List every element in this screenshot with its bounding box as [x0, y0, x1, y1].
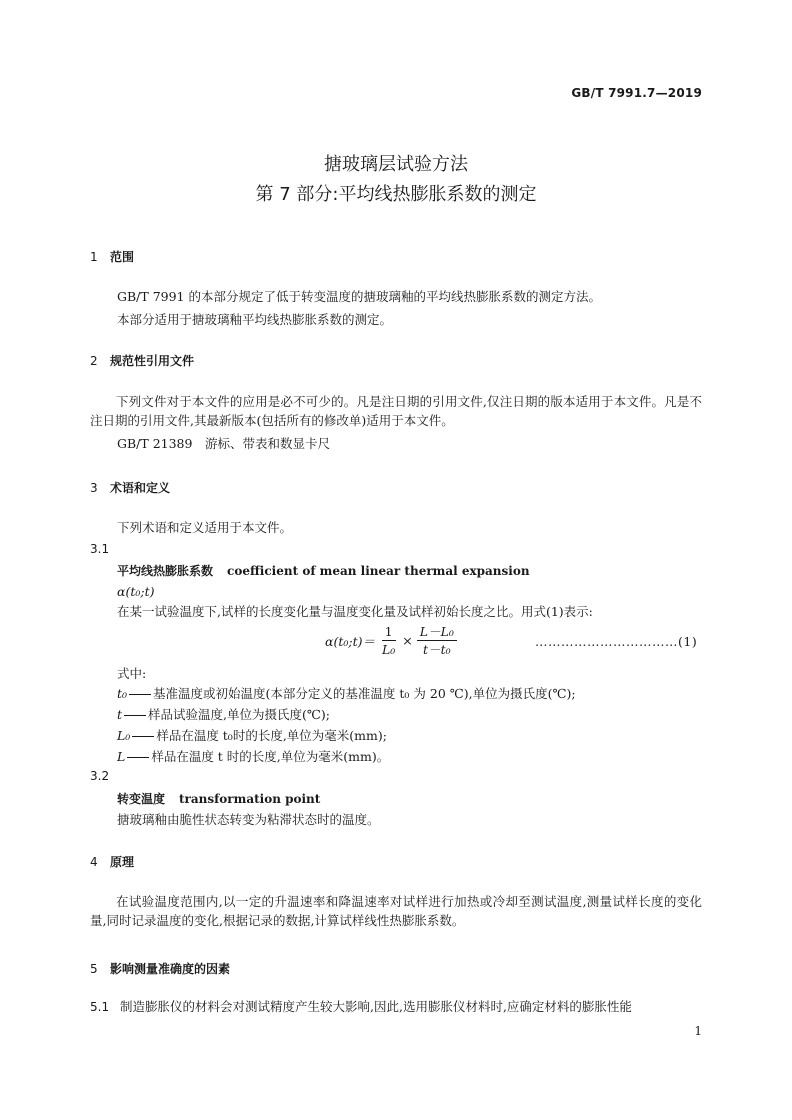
clause-number: 5.1 [90, 1000, 110, 1014]
dash [127, 757, 149, 758]
paragraph: 本部分适用于搪玻璃釉平均线热膨胀系数的测定。 [117, 312, 393, 327]
section-1-heading [90, 248, 134, 265]
clause-5-1 [90, 997, 632, 1017]
term-definition: 在某一试验温度下,试样的长度变化量与温度变化量及试样初始长度之比。用式(1)表示: [117, 604, 593, 619]
numerator: L－L₀ [417, 624, 457, 641]
section-title: 影响测量准确度的因素 [110, 962, 231, 976]
variable-description: 样品试验温度,单位为摄氏度(℃); [148, 707, 330, 722]
paragraph: 下列文件对于本文件的应用是必不可少的。凡是注日期的引用文件,仅注日期的版本适用于本文件。凡是不注日期的引用文件,其最新版本(包括所有的修改单)适用于本文件。 [90, 394, 702, 428]
variable-symbol: L₀ [117, 728, 131, 743]
normative-reference: GB/T 21389 游标、带表和数显卡尺 [117, 436, 330, 451]
section-3-heading [90, 479, 170, 496]
times-symbol: × [402, 633, 413, 648]
variable-symbol: t₀ [117, 686, 128, 701]
variable-description: 样品在温度 t 时的长度,单位为毫米(mm)。 [151, 749, 390, 764]
section-title: 范围 [110, 250, 135, 264]
variable-description: 样品在温度 t₀时的长度,单位为毫米(mm); [156, 728, 387, 743]
term-3-1 [117, 562, 530, 579]
section-number: 2 [90, 354, 98, 368]
formula-lhs: α(t₀;t)＝ [325, 633, 375, 649]
section-4-heading [90, 853, 134, 870]
variable-definition [117, 726, 387, 745]
denominator: t－t₀ [423, 642, 451, 657]
section-number: 4 [90, 855, 98, 869]
document-subtitle: 第 7 部分:平均线热膨胀系数的测定 [255, 184, 537, 205]
variable-symbol: L [117, 749, 126, 764]
dash [124, 715, 146, 716]
where-label: 式中: [117, 666, 147, 681]
equation-number: ……………………………(1) [535, 634, 698, 649]
paragraph: 下列术语和定义适用于本文件。 [117, 520, 293, 535]
section-number: 3 [90, 481, 98, 495]
denominator: L₀ [381, 642, 396, 657]
section-2-heading [90, 352, 194, 369]
variable-definition [117, 684, 576, 703]
term-en: coefficient of mean linear thermal expansion [227, 564, 530, 578]
section-title: 规范性引用文件 [110, 354, 195, 368]
term-en: transformation point [179, 792, 321, 806]
variable-definition [117, 747, 389, 766]
formula-1 [325, 624, 461, 657]
clause-3-1-number: 3.1 [90, 542, 110, 556]
variable-symbol: t [117, 707, 123, 722]
variable-definition [117, 705, 330, 724]
section-5-heading [90, 960, 230, 977]
section-number: 1 [90, 250, 98, 264]
section-title: 原理 [110, 855, 135, 869]
variable-description: 基准温度或初始温度(本部分定义的基准温度 t₀ 为 20 ℃),单位为摄氏度(℃); [153, 686, 576, 701]
paragraph: 在试验温度范围内,以一定的升温速率和降温速率对试样进行加热或冷却至测试温度,测量试样长度的变化量,同时记录温度的变化,根据记录的数据,计算试样线性热膨胀系数。 [90, 894, 702, 928]
standard-code: GB/T 7991.7—2019 [571, 86, 702, 100]
document-title: 搪玻璃层试验方法 [324, 154, 468, 175]
term-definition: 搪玻璃釉由脆性状态转变为粘滞状态时的温度。 [117, 812, 380, 827]
paragraph: GB/T 7991 的本部分规定了低于转变温度的搪玻璃釉的平均线热膨胀系数的测定方法。 [117, 289, 601, 304]
clause-text: 制造膨胀仪的材料会对测试精度产生较大影响,因此,选用膨胀仪材料时,应确定材料的膨胀性能 [120, 999, 632, 1014]
numerator: 1 [382, 624, 396, 641]
dash [129, 694, 151, 695]
dash [132, 736, 154, 737]
term-cn: 转变温度 [117, 792, 166, 806]
clause-3-2-number: 3.2 [90, 769, 110, 783]
page-number: 1 [694, 1024, 702, 1038]
section-number: 5 [90, 962, 98, 976]
fraction [379, 624, 398, 657]
fraction [417, 624, 457, 657]
term-symbol: α(t₀;t) [117, 584, 155, 599]
section-title: 术语和定义 [110, 481, 171, 495]
term-3-2 [117, 790, 320, 807]
term-cn: 平均线热膨胀系数 [117, 564, 214, 578]
